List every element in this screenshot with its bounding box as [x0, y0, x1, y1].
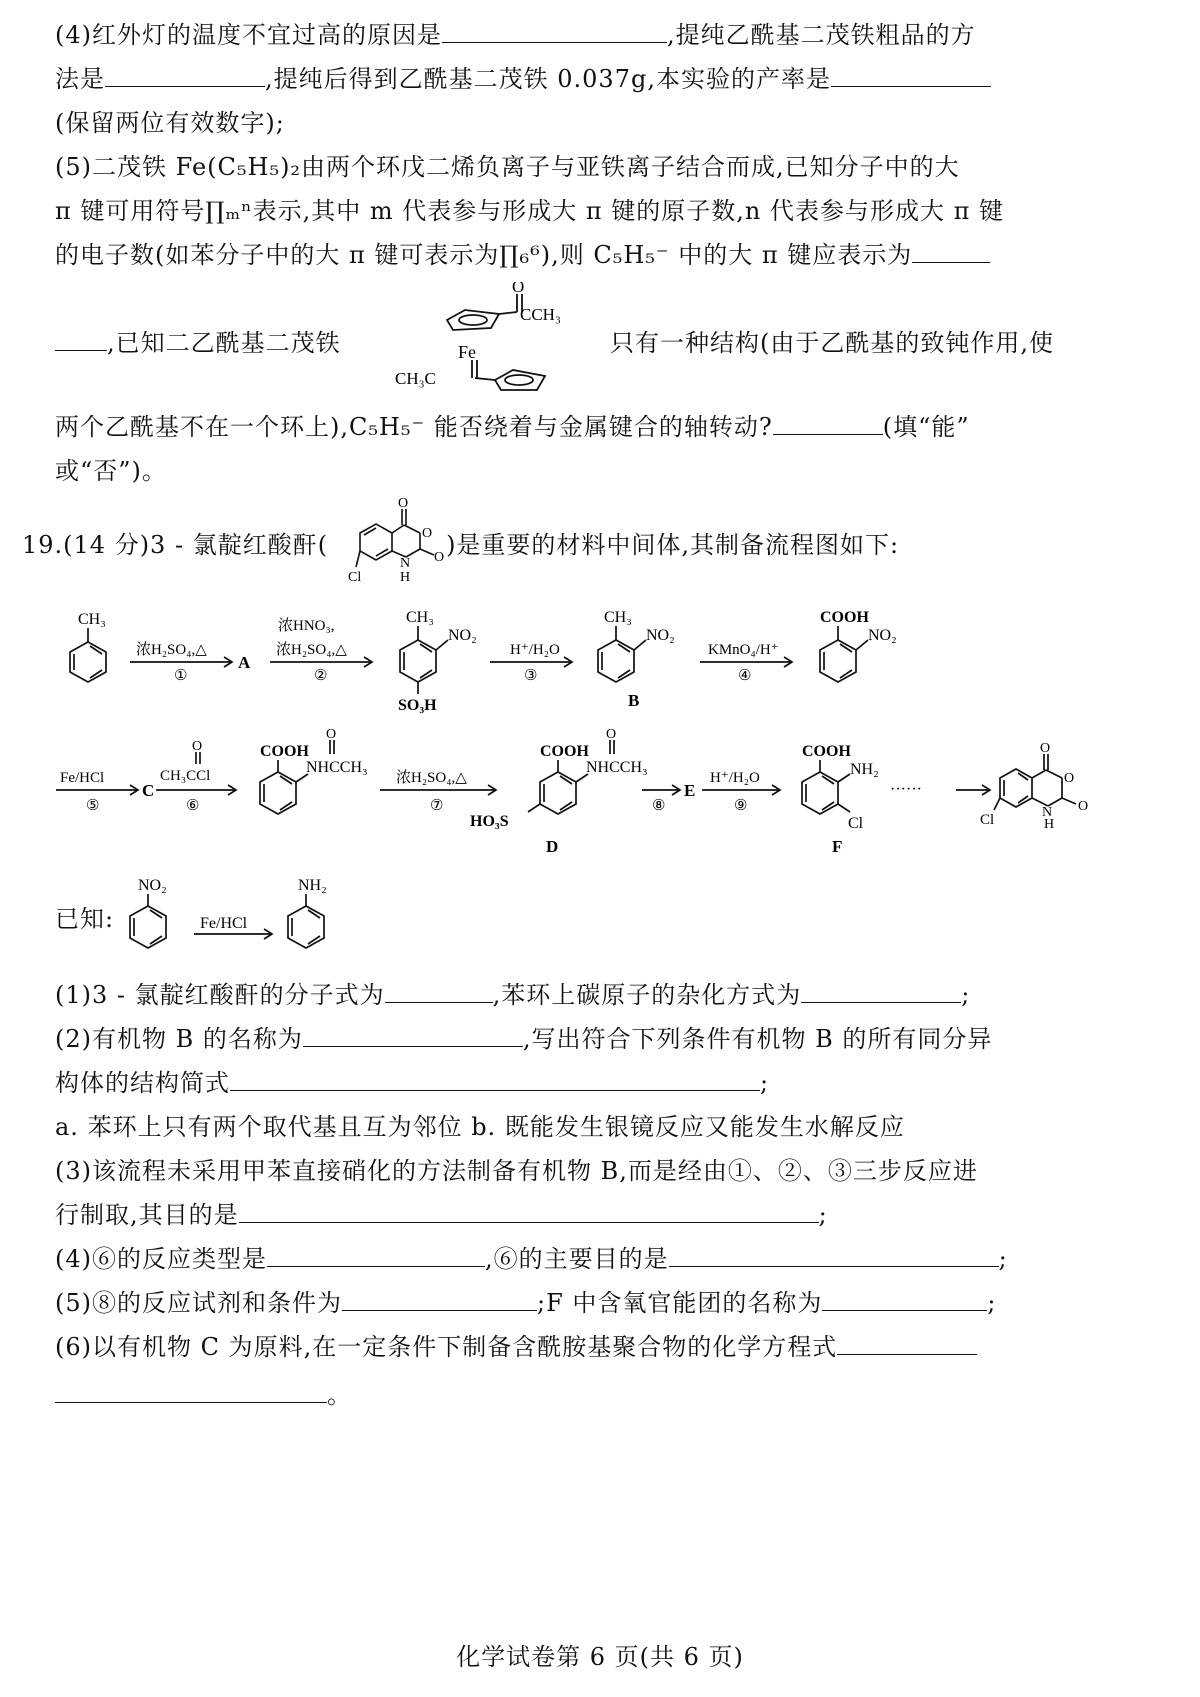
dots: ······	[890, 781, 922, 798]
step-number: ⑥	[186, 798, 200, 814]
o-label: O	[1078, 799, 1089, 814]
benzene-ring	[70, 642, 106, 682]
q19-p5: (5)⑧的反应试剂和条件为 ;F 中含氧官能团的名称为 ;	[55, 1289, 997, 1317]
q19-p2-line2: 构体的结构简式 ;	[55, 1069, 770, 1097]
step-number: ⑧	[652, 798, 666, 814]
acetamido-label: NHCCH₃	[586, 759, 648, 776]
q18-p5-line1: (5)二茂铁 Fe(C₅H₅)₂由两个环戊二烯负离子与亚铁离子结合而成,已知分子中的大	[55, 153, 960, 181]
benzene-ring	[598, 640, 634, 682]
cl-label: Cl	[848, 815, 864, 832]
o-label: O	[192, 739, 203, 754]
condition-label: 浓H₂SO₄,△	[396, 770, 467, 786]
synthesis-flow-row1	[50, 600, 1170, 730]
o-label: O	[398, 496, 409, 511]
page-footer: 化学试卷第 6 页(共 6 页)	[456, 1643, 744, 1671]
chloroisatoic-anhydride-small	[338, 495, 458, 587]
compound-B-label: B	[628, 691, 640, 710]
o-label: O	[422, 526, 433, 541]
diacetylferrocene-structure	[395, 282, 595, 432]
benzene-ring	[400, 640, 436, 682]
o-label: O	[1040, 741, 1051, 756]
condition-label: Fe/HCl	[200, 915, 248, 932]
fe-label: Fe	[458, 342, 476, 362]
answer-blank[interactable]	[385, 980, 493, 1003]
q18-p5-line6: 或“否”)。	[55, 457, 167, 485]
condition-label: 浓HNO₃,	[278, 618, 335, 634]
cooh-label: COOH	[540, 743, 589, 760]
q18-p4-line1: (4)红外灯的温度不宜过高的原因是 ,提纯乙酰基二茂铁粗品的方	[55, 21, 976, 49]
answer-blank[interactable]	[801, 980, 961, 1003]
answer-blank[interactable]	[342, 1288, 537, 1311]
nh2-label: NH₂	[850, 761, 879, 778]
q18-p5-line5: 两个乙酰基不在一个环上),C₅H₅⁻ 能否绕着与金属键合的轴转动? (填“能”	[55, 413, 970, 441]
known-label: 已知:	[55, 905, 115, 933]
ch3-label: CH₃	[78, 611, 106, 628]
step-number: ②	[314, 668, 328, 684]
ho3s-label: HO₃S	[470, 813, 509, 830]
q18-p4-line2: 法是 ,提纯后得到乙酰基二茂铁 0.037g,本实验的产率是	[55, 64, 991, 94]
answer-blank[interactable]	[837, 1332, 977, 1355]
condition-label: H⁺/H₂O	[710, 770, 760, 786]
ch3-label: CH₃	[604, 609, 632, 626]
cyclopentadienyl-ring-top	[447, 310, 499, 330]
h-label: H	[400, 570, 411, 585]
condition-label: KMnO₄/H⁺	[708, 642, 779, 658]
compound-A-label: A	[238, 653, 251, 672]
no2-label: NO₂	[138, 877, 167, 894]
answer-blank[interactable]	[831, 64, 991, 87]
cooh-label: COOH	[260, 743, 309, 760]
nh2-label: NH₂	[298, 877, 327, 894]
q19-p3-line2: 行制取,其目的是 ;	[55, 1201, 828, 1229]
step-number: ⑤	[86, 798, 100, 814]
n-label: N	[400, 556, 411, 571]
so3h-label: SO₃H	[398, 697, 437, 714]
answer-blank[interactable]	[822, 1288, 987, 1311]
h-label: H	[1044, 817, 1055, 832]
o-label: O	[606, 728, 617, 742]
no2-label: NO₂	[868, 627, 897, 644]
q19-p2-conditions: a. 苯环上只有两个取代基且互为邻位 b. 既能发生银镜反应又能发生水解反应	[55, 1113, 905, 1141]
ch3-label: CH₃	[406, 609, 434, 626]
compound-C-label: C	[142, 781, 155, 800]
answer-blank[interactable]	[230, 1068, 760, 1091]
answer-blank[interactable]	[239, 1200, 819, 1223]
step-number: ⑨	[734, 798, 748, 814]
answer-blank[interactable]	[55, 1380, 327, 1403]
q18-p5-line3: 的电子数(如苯分子中的大 π 键可表示为∏₆⁶),则 C₅H₅⁻ 中的大 π 键应表示为	[55, 240, 990, 270]
q19-p3-line1: (3)该流程未采用甲苯直接硝化的方法制备有机物 B,而是经由①、②、③三步反应进	[55, 1157, 978, 1185]
o-label: O	[434, 550, 445, 565]
acetyl-label-top: CCH₃	[520, 305, 561, 324]
compound-E-label: E	[684, 781, 696, 800]
cl-label: Cl	[980, 812, 995, 828]
step-number: ③	[524, 668, 538, 684]
condition-label: CH₃CCl	[160, 768, 211, 784]
answer-blank[interactable]	[773, 412, 883, 435]
step-number: ④	[738, 668, 752, 684]
answer-blank[interactable]	[303, 1024, 523, 1047]
compound-D-label: D	[546, 837, 559, 856]
benzene-ring	[260, 772, 296, 814]
condition-label: 浓H₂SO₄,△	[136, 642, 207, 658]
no2-label: NO₂	[646, 627, 675, 644]
q18-p5-line2: π 键可用符号∏ₘⁿ表示,其中 m 代表参与形成大 π 键的原子数,n 代表参与形成大 π 键	[55, 197, 1005, 225]
answer-blank[interactable]	[105, 64, 265, 87]
q19-title: 19.(14 分)3 - 氯靛红酸酐( )是重要的材料中间体,其制备流程图如下:	[22, 531, 900, 559]
no2-label: NO₂	[448, 627, 477, 644]
condition-label: Fe/HCl	[60, 770, 105, 786]
n-label: N	[1042, 805, 1053, 820]
condition-label: H⁺/H₂O	[510, 642, 560, 658]
acetamido-label: NHCCH₃	[306, 759, 368, 776]
benzene-ring	[802, 772, 838, 814]
cooh-label: COOH	[820, 609, 869, 626]
acetyl-label-bottom: CH₃C	[395, 369, 436, 388]
q18-p4-line3: (保留两位有效数字);	[55, 109, 285, 137]
step-number: ①	[174, 668, 188, 684]
compound-F-label: F	[832, 837, 843, 856]
answer-blank[interactable]	[442, 20, 667, 43]
cl-label: Cl	[348, 570, 362, 585]
answer-blank[interactable]	[55, 328, 107, 351]
answer-blank[interactable]	[912, 240, 990, 263]
benzene-ring	[288, 906, 324, 948]
o-label: O	[512, 282, 525, 296]
synthesis-flow-row2	[50, 728, 1170, 878]
q18-p5-line4b: 只有一种结构(由于乙酰基的致钝作用,使	[610, 329, 1054, 357]
o-label: O	[326, 728, 337, 742]
o-label: O	[1064, 771, 1075, 786]
q19-p2-line1: (2)有机物 B 的名称为 ,写出符合下列条件有机物 B 的所有同分异	[55, 1025, 993, 1053]
cyclopentadienyl-ring-bottom	[495, 370, 545, 390]
benzene-ring	[820, 640, 856, 682]
known-reaction	[120, 872, 380, 968]
answer-blank[interactable]	[267, 1244, 485, 1267]
q19-p6-line1: (6)以有机物 C 为原料,在一定条件下制备含酰胺基聚合物的化学方程式	[55, 1332, 977, 1362]
cooh-label: COOH	[802, 743, 851, 760]
benzene-ring	[130, 906, 166, 948]
condition-label: 浓H₂SO₄,△	[276, 642, 347, 658]
benzene-ring	[540, 772, 576, 814]
q19-p6-line2: 。	[55, 1380, 352, 1410]
q18-p5-line4: ,已知二乙酰基二茂铁	[55, 328, 341, 358]
q19-p4: (4)⑥的反应类型是 ,⑥的主要目的是 ;	[55, 1245, 1008, 1273]
answer-blank[interactable]	[669, 1244, 999, 1267]
q19-p1: (1)3 - 氯靛红酸酐的分子式为 ,苯环上碳原子的杂化方式为 ;	[55, 981, 971, 1009]
step-number: ⑦	[430, 798, 444, 814]
